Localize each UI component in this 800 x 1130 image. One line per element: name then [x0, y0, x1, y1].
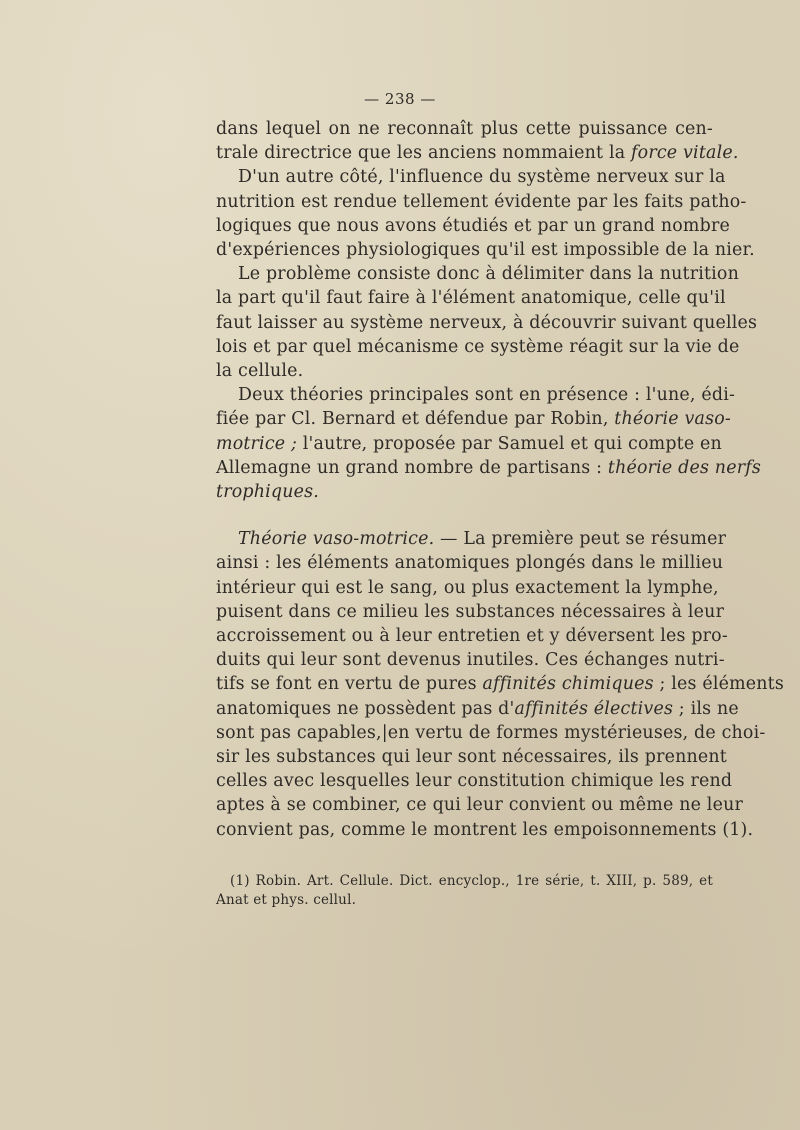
text-line [216, 672, 784, 696]
text-run: anatomiques ne possèdent pas d' [216, 698, 515, 719]
text-run: aptes à se combiner, ce qui leur convient ou même ne leur [216, 795, 743, 816]
footnote-line-1: (1) Robin. Art. Cellule. Dict. encyclop., 1re série, t. XIII, p. 589, et [230, 873, 713, 889]
text-line [216, 311, 758, 335]
text-line [216, 190, 747, 214]
text-line [216, 141, 739, 165]
text-line [216, 359, 713, 383]
text-line [216, 480, 713, 504]
text-line [238, 383, 736, 407]
text-run: la cellule. [216, 361, 304, 381]
text-run: intérieur qui est le sang, ou plus exactement la lymphe, [216, 577, 719, 598]
text-line [216, 551, 724, 575]
text-run: convient pas, comme le montrent les empoisonnements (1). [216, 819, 754, 840]
text-run: Deux théories principales sont en présence : l'une, édi- [238, 385, 736, 406]
text-line [216, 600, 725, 624]
text-line [216, 721, 766, 745]
text-run: D'un autre côté, l'influence du système nerveux sur la [238, 167, 726, 188]
text-line [216, 624, 728, 648]
text-run: l'autre, proposée par Samuel et qui compte en [297, 433, 722, 454]
text-line [216, 407, 731, 431]
text-run: ; les éléments [653, 674, 784, 695]
text-line [216, 117, 713, 141]
text-run: Allemagne un grand nombre de partisans : [216, 457, 608, 478]
text-line [216, 286, 726, 310]
text-run: puisent dans ce milieu les substances nécessaires à leur [216, 601, 725, 622]
italic-text: affinités chimiques [482, 674, 654, 695]
text-run: la part qu'il faut faire à l'élément anatomique, celle qu'il [216, 288, 726, 309]
text-run: sir les substances qui leur sont nécessaires, ils prennent [216, 747, 727, 767]
text-line [216, 745, 727, 769]
text-run: logiques que nous avons étudiés et par un grand nombre [216, 215, 730, 236]
text-line [238, 527, 727, 551]
text-run: faut laisser au système nerveux, à découvrir suivant quelles [216, 312, 758, 333]
italic-text: Théorie vaso-motrice. [238, 529, 435, 550]
text-line [238, 165, 726, 189]
italic-text: trophiques. [216, 482, 319, 502]
text-line [216, 576, 719, 600]
text-line [216, 818, 754, 842]
text-run: accroissement ou à leur entretien et y déversent les pro- [216, 626, 728, 646]
text-line [216, 214, 730, 238]
text-line [216, 769, 733, 793]
italic-text: théorie des nerfs [607, 457, 761, 478]
page-number: — 238 — [364, 90, 436, 108]
text-run: sont pas capables,|en vertu de formes mystérieuses, de choi- [216, 722, 766, 743]
text-line [216, 335, 740, 359]
text-run: ; ils ne [673, 698, 739, 719]
text-line [216, 793, 743, 817]
footnote-line-2: Anat et phys. cellul. [216, 892, 357, 908]
text-line [216, 648, 725, 672]
text-run: Le problème consiste donc à délimiter dans la nutrition [238, 264, 739, 285]
text-run: dans lequel on ne reconnaît plus cette puissance cen- [216, 119, 713, 139]
footnote [216, 872, 713, 910]
text-line [216, 697, 739, 721]
text-run: — La première peut se résumer [434, 529, 727, 550]
text-run: ainsi : les éléments anatomiques plongés dans le millieu [216, 553, 724, 574]
italic-text: motrice ; [216, 433, 298, 454]
text-run: duits qui leur sont devenus inutiles. Ces échanges nutri- [216, 650, 725, 671]
text-line [238, 262, 739, 286]
italic-text: force vitale. [631, 143, 739, 164]
text-run: trale directrice que les anciens nommaient la [216, 143, 632, 164]
text-run: d'expériences physiologiques qu'il est impossible de la nier. [216, 240, 755, 260]
text-line [216, 456, 761, 480]
text-run: fiée par Cl. Bernard et défendue par Robin, [216, 409, 615, 430]
text-run: lois et par quel mécanisme ce système réagit sur la vie de [216, 336, 740, 357]
text-run: nutrition est rendue tellement évidente par les faits patho- [216, 191, 747, 212]
text-line [216, 432, 722, 456]
text-run: celles avec lesquelles leur constitution chimique les rend [216, 771, 733, 792]
text-line [216, 238, 755, 262]
text-run: tifs se font en vertu de pures [216, 674, 483, 695]
italic-text: affinités électives [514, 698, 674, 719]
italic-text: théorie vaso- [614, 409, 731, 430]
